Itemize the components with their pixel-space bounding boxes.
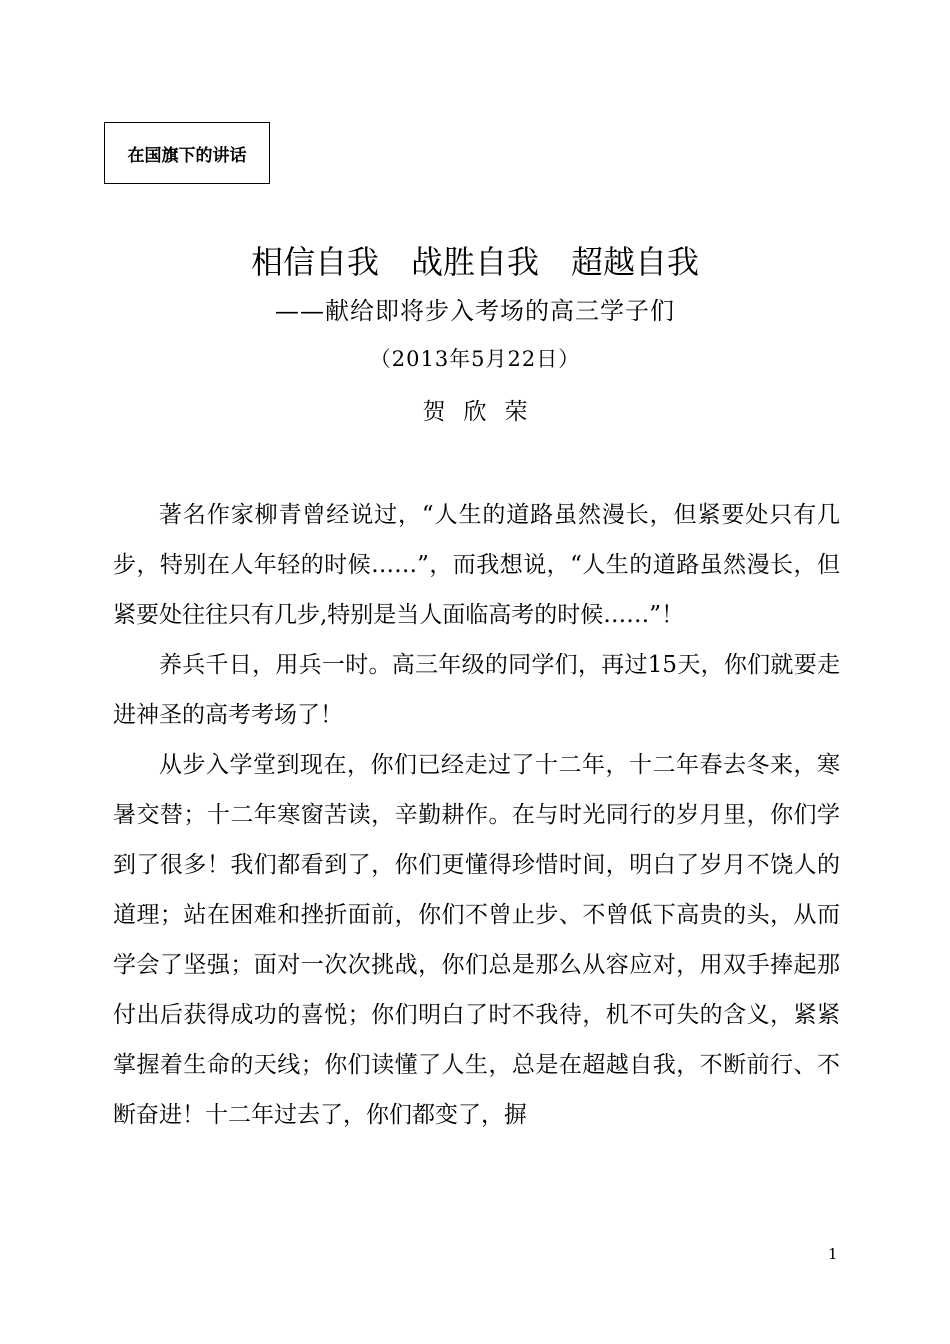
document-date: （2013年5月22日） (369, 347, 581, 371)
document-author: 贺欣荣 (422, 399, 546, 425)
document-subtitle: ——献给即将步入考场的高三学子们 (275, 297, 675, 325)
body-paragraph: 养兵千日，用兵一时。高三年级的同学们，再过15天，你们就要走进神圣的高考考场了！ (113, 652, 840, 728)
speech-label-box (104, 122, 270, 184)
page-number: 1 (828, 1245, 838, 1263)
body-paragraph: 从步入学堂到现在，你们已经走过了十二年，十二年春去冬来，寒暑交替；十二年寒窗苦读，辛勤耕作。在与时光同行的岁月里，你们学到了很多！我们都看到了，你们更懂得珍惜时间，明白了岁月不饶人的道理；站在困难和挫折面前，你们不曾止步、不曾低下高贵的头，从而学会了坚强；面对一次次挑战，你们总是那么从容应对，用双手捧起那付出后获得成功的喜悦；你们明白了时不我待，机不可失的含义，紧紧掌握着生命的天线；你们读懂了人生，总是在超越自我，不断前行、不断奋进！十二年过去了，你们都变了，摒 (113, 752, 840, 1128)
document-body (113, 490, 840, 1140)
body-paragraph: 著名作家柳青曾经说过，“人生的道路虽然漫长，但紧要处只有几步，特别在人年轻的时候……”，而我想说，“人生的道路虽然漫长，但紧要处往往只有几步,特别是当人面临高考的时候……”！ (113, 502, 840, 628)
speech-label: 在国旗下的讲话 (127, 145, 247, 166)
document-title: 相信自我 战胜自我 超越自我 (250, 243, 699, 281)
